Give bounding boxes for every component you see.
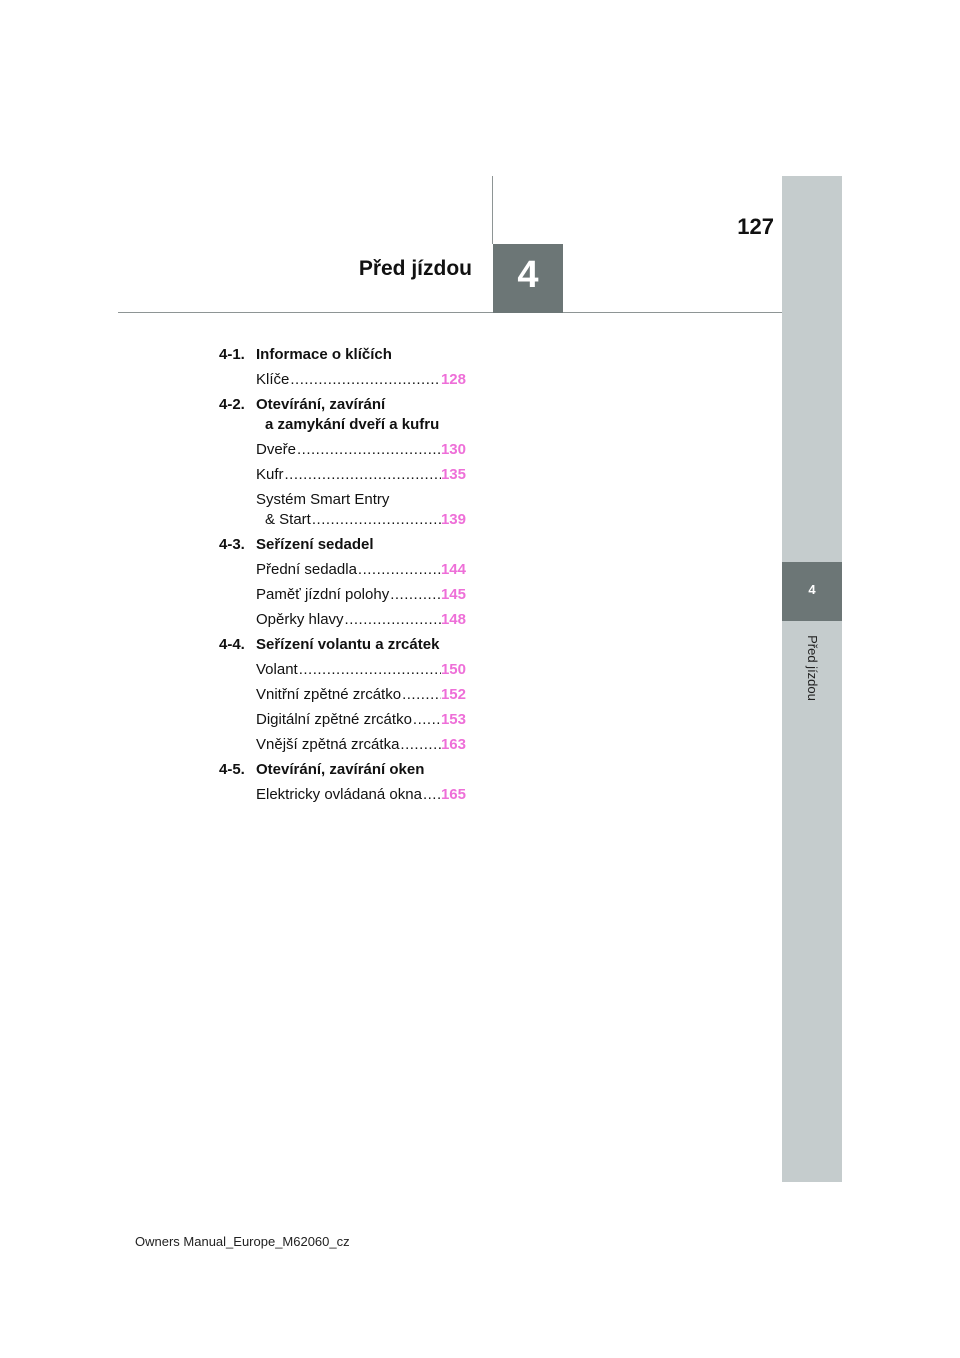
toc-entry-label: Klíče — [256, 371, 290, 388]
toc-entry-label: Elektricky ovládaná okna — [256, 786, 422, 803]
toc-page-link[interactable]: 128 — [440, 371, 466, 388]
toc-entry-label: Vnitřní zpětné zrcátko — [256, 686, 402, 703]
toc-page-link[interactable]: 130 — [440, 441, 466, 458]
toc-entry[interactable] — [256, 736, 466, 755]
toc-page-link[interactable]: 152 — [440, 686, 466, 703]
toc-entry-label: Kufr — [256, 466, 284, 483]
section-title: Otevírání, zavírání — [256, 396, 386, 413]
section-title: Seřízení sedadel — [256, 536, 374, 553]
toc-page-link[interactable]: 165 — [440, 786, 466, 803]
toc-page-link[interactable]: 144 — [440, 561, 466, 578]
section-number: 4-2. — [219, 396, 245, 413]
section-number: 4-1. — [219, 346, 245, 363]
section-number: 4-4. — [219, 636, 245, 653]
header-vertical-rule — [492, 176, 493, 244]
toc-page-link[interactable]: 153 — [440, 711, 466, 728]
toc-entry[interactable] — [256, 561, 466, 580]
toc-page-link[interactable]: 150 — [440, 661, 466, 678]
toc-entry[interactable] — [256, 466, 466, 485]
toc-entry[interactable] — [256, 686, 466, 705]
toc-page-link[interactable]: 148 — [440, 611, 466, 628]
toc-entry[interactable] — [256, 586, 466, 605]
chapter-number: 4 — [517, 254, 539, 296]
page-number: 127 — [737, 214, 774, 239]
header-rule — [118, 312, 782, 313]
toc-page-link[interactable]: 139 — [440, 511, 466, 528]
section-title-line2: a zamykání dveří a kufru — [265, 416, 440, 433]
section-number: 4-3. — [219, 536, 245, 553]
section-number: 4-5. — [219, 761, 245, 778]
toc-entry-label: Přední sedadla — [256, 561, 357, 578]
toc-entry[interactable] — [256, 441, 466, 460]
toc-entry[interactable] — [256, 611, 466, 630]
toc-entry-label: Opěrky hlavy — [256, 611, 344, 628]
toc-entry[interactable] — [256, 661, 466, 680]
toc-entry-label: & Start — [265, 511, 311, 528]
toc-entry-label: Volant — [256, 661, 298, 678]
toc-entry[interactable] — [256, 711, 466, 730]
section-title: Seřízení volantu a zrcátek — [256, 636, 440, 653]
toc-entry-label: Systém Smart Entry — [256, 491, 390, 508]
toc-entry[interactable] — [256, 786, 466, 805]
footer-text: Owners Manual_Europe_M62060_cz — [135, 1234, 350, 1249]
toc-page-link[interactable]: 145 — [440, 586, 466, 603]
side-tab-number: 4 — [808, 582, 816, 597]
toc-page-link[interactable]: 163 — [440, 736, 466, 753]
section-title: Informace o klíčích — [256, 346, 392, 363]
toc-entry-label: Dveře — [256, 441, 297, 458]
section-title: Otevírání, zavírání oken — [256, 761, 425, 778]
toc-entry-label: Digitální zpětné zrcátko — [256, 711, 412, 728]
toc-entry-label: Paměť jízdní polohy — [256, 586, 390, 603]
toc-entry[interactable] — [256, 371, 466, 390]
toc-entry[interactable] — [265, 511, 466, 530]
chapter-title: Před jízdou — [358, 257, 472, 280]
toc-entry-label: Vnější zpětná zrcátka — [256, 736, 400, 753]
toc-page-link[interactable]: 135 — [440, 466, 466, 483]
side-tab-label: Před jízdou — [805, 635, 820, 701]
